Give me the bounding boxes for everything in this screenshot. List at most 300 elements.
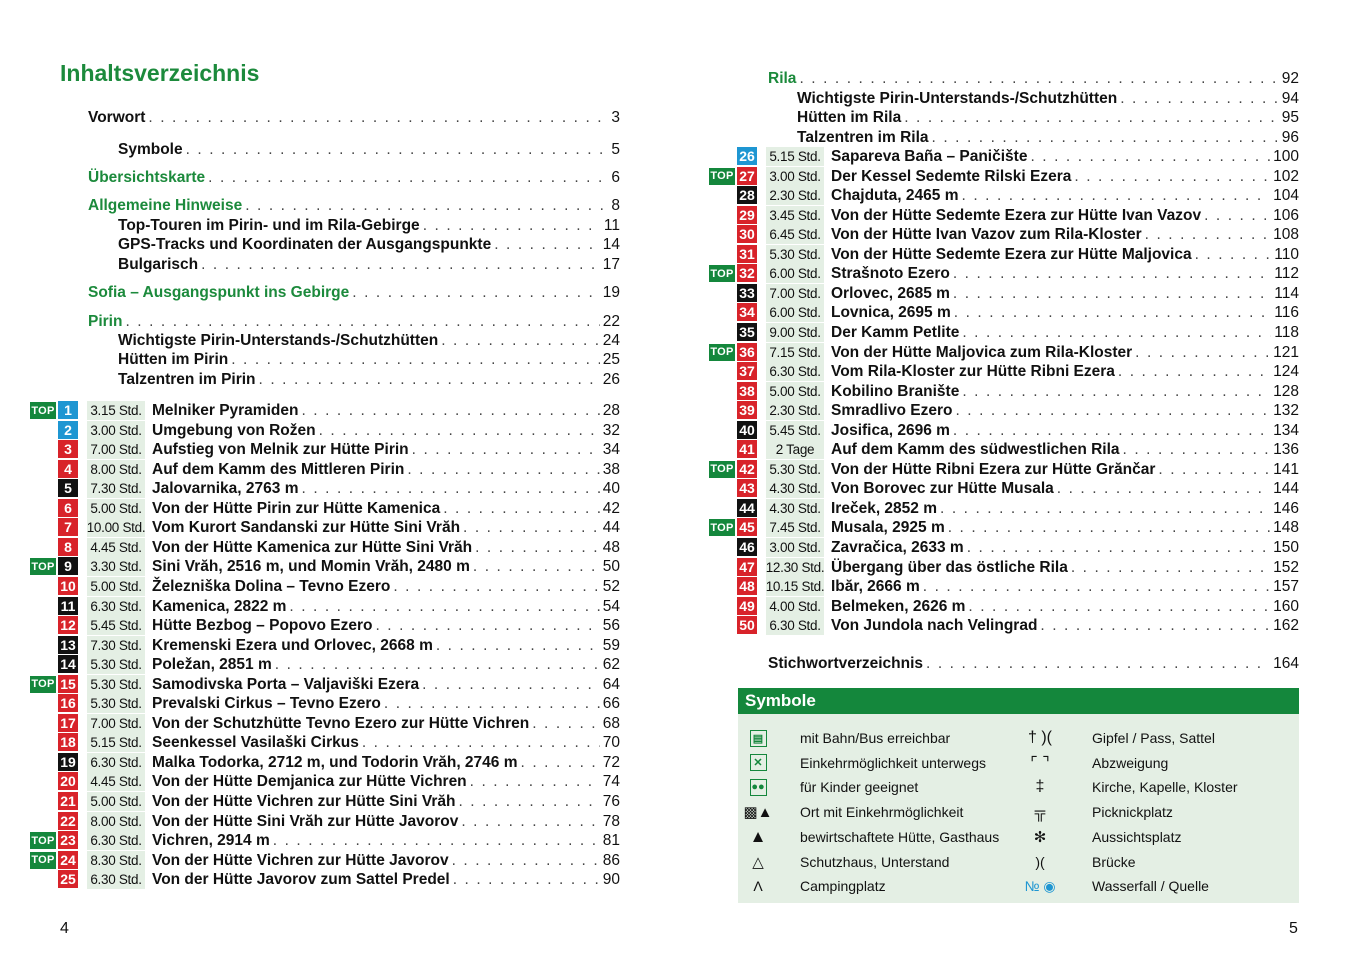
dot-leader — [953, 264, 1271, 283]
tour-number-badge: 45 — [737, 518, 757, 536]
tour-title: Von der Hütte Kamenica zur Hütte Sini Vrăh — [152, 538, 473, 556]
tour-number-badge: 46 — [737, 538, 757, 556]
section-entry[interactable] — [797, 108, 1299, 127]
symbol-description: Gipfel / Pass, Sattel — [1092, 730, 1215, 746]
dot-leader — [948, 518, 1270, 537]
tour-title-line — [831, 440, 1299, 459]
tour-page: 116 — [1274, 304, 1299, 322]
tour-entry[interactable] — [0, 597, 1359, 616]
tour-duration: 2 Tage — [766, 440, 824, 459]
section-entry-page: 92 — [1281, 70, 1299, 87]
tour-title: Von der Hütte Ivan Vazov zum Rila-Kloster — [831, 226, 1142, 244]
tour-duration: 8.30 Std. — [87, 851, 145, 870]
tour-title: Seenkessel Vasilaški Cirkus — [152, 734, 359, 752]
tour-page: 62 — [602, 656, 620, 674]
tour-number-badge: 22 — [58, 812, 78, 830]
section-entry-label: Hütten im Rila — [797, 109, 902, 126]
tour-page: 74 — [602, 773, 620, 791]
tour-title: Von Jundola nach Velingrad — [831, 617, 1038, 635]
tour-number-badge: 36 — [737, 343, 757, 361]
tour-number-badge: 25 — [58, 870, 78, 888]
tour-title-line — [831, 479, 1299, 498]
tour-number-badge: 50 — [737, 616, 757, 634]
tour-title: Von der Hütte Sini Vrăh zur Hütte Javorov — [152, 812, 459, 830]
tour-page: 86 — [602, 851, 620, 869]
symbol-description: Picknickplatz — [1092, 804, 1173, 821]
tour-title-line — [831, 225, 1299, 244]
section-entry-label: Hütten im Pirin — [118, 351, 229, 368]
tour-page: 106 — [1273, 206, 1299, 224]
tour-title: Auf dem Kamm des Mittleren Pirin — [152, 460, 405, 478]
camping-icon: Λ — [753, 878, 763, 895]
tour-page: 146 — [1273, 499, 1299, 517]
tour-title-line — [831, 245, 1299, 264]
dot-leader — [453, 870, 600, 889]
tour-duration: 4.00 Std. — [766, 597, 824, 616]
tour-entry[interactable] — [0, 245, 1359, 264]
tour-page: 104 — [1273, 187, 1299, 205]
tour-number-badge: 20 — [58, 772, 78, 790]
tour-title-line — [831, 401, 1299, 420]
dot-leader — [1040, 616, 1270, 635]
tour-page: 102 — [1273, 167, 1299, 185]
tour-page: 136 — [1273, 441, 1299, 459]
tour-number-badge: 41 — [737, 440, 757, 458]
tour-title-line — [831, 186, 1299, 205]
tour-duration: 7.00 Std. — [87, 440, 145, 459]
tour-title: Umgebung von Rožen — [152, 421, 316, 439]
shelter-icon: △ — [752, 853, 764, 871]
tour-duration: 2.30 Std. — [766, 401, 824, 420]
tour-title: Poležan, 2851 m — [152, 656, 272, 674]
tour-title: Von der Hütte Sedemte Ezera zur Hütte Maljovica — [831, 245, 1192, 263]
dot-leader — [1118, 362, 1270, 381]
tour-title: Chajduta, 2465 m — [831, 187, 959, 205]
section-entry-page: 94 — [1281, 90, 1299, 107]
section-entry[interactable] — [768, 69, 1299, 88]
tour-title-line — [831, 343, 1299, 362]
dot-leader — [932, 128, 1279, 147]
tour-title: Von Borovec zur Hütte Musala — [831, 480, 1054, 498]
tour-page: 44 — [602, 519, 620, 537]
tour-number-badge: 7 — [58, 518, 78, 536]
top-tour-badge: TOP — [709, 344, 735, 361]
tour-page: 90 — [602, 871, 620, 889]
section-entry-page: 6 — [611, 169, 620, 186]
section-entry-label: Sofia – Ausgangspunkt ins Gebirge — [88, 284, 350, 301]
tour-duration: 3.45 Std. — [766, 206, 824, 225]
tour-number-badge: 3 — [58, 440, 78, 458]
symbol-description: Aussichtsplatz — [1092, 828, 1182, 845]
tour-entry[interactable] — [0, 167, 1359, 186]
tour-title-line — [152, 675, 620, 694]
junction-icon: ⌜ ⌝ — [1030, 754, 1050, 772]
symbol-description: Ort mit Einkehrmöglichkeit — [800, 804, 964, 821]
tour-title-line — [831, 303, 1299, 322]
turnaround-icon: ✕ — [738, 753, 778, 773]
section-entry-label: Stichwortverzeichnis — [768, 655, 924, 672]
tour-duration: 9.00 Std. — [766, 323, 824, 342]
dot-leader — [1030, 147, 1270, 166]
tour-duration: 6.45 Std. — [766, 225, 824, 244]
tour-number-badge: 17 — [58, 714, 78, 732]
tour-title-line — [831, 460, 1299, 479]
section-entry-label: Talzentren im Pirin — [118, 371, 256, 388]
dot-leader — [923, 577, 1270, 596]
tour-title: Smradlivo Ezero — [831, 402, 953, 420]
section-entry[interactable] — [797, 89, 1299, 108]
tour-number-badge: 47 — [737, 558, 757, 576]
section-entry-page: 8 — [611, 197, 620, 214]
tour-title-line — [831, 538, 1299, 557]
section-entry-label: Symbole — [118, 141, 183, 158]
tour-number-badge: 5 — [58, 479, 78, 497]
tour-duration: 3.00 Std. — [766, 538, 824, 557]
tour-number-badge: 18 — [58, 733, 78, 751]
tour-entry[interactable] — [0, 538, 1359, 557]
section-entry-label: GPS-Tracks und Koordinaten der Ausgangspunkte — [118, 236, 492, 253]
tour-title-line — [831, 167, 1299, 186]
tour-page: 72 — [602, 753, 620, 771]
tour-entry[interactable] — [0, 421, 1359, 440]
tour-number-badge: 2 — [58, 421, 78, 439]
tour-duration: 12.30 Std. — [765, 559, 825, 575]
tour-entry[interactable] — [0, 284, 1359, 303]
dot-leader — [470, 772, 600, 791]
tour-duration: 5.30 Std. — [87, 675, 145, 694]
dot-leader — [954, 303, 1272, 322]
tour-title-line — [152, 851, 620, 870]
tour-number-badge: 38 — [737, 382, 757, 400]
tour-title: Von der Hütte Vichren zur Hütte Sini Vrăh — [152, 793, 456, 810]
symbol-description: Wasserfall / Quelle — [1092, 878, 1209, 895]
tour-entry[interactable] — [0, 440, 1359, 459]
dot-leader — [1135, 343, 1270, 362]
section-entry[interactable] — [88, 108, 620, 127]
tour-duration: 3.15 Std. — [87, 401, 145, 420]
tour-entry[interactable] — [0, 343, 1359, 362]
tour-page: 54 — [602, 597, 620, 615]
tour-page: 134 — [1273, 421, 1299, 439]
waterfall-spring-icon: № ◉ — [1024, 877, 1056, 894]
tour-entry[interactable] — [0, 147, 1359, 166]
top-tour-badge: TOP — [30, 558, 56, 575]
tour-number-badge: 23 — [58, 831, 78, 849]
section-entry-label: Bulgarisch — [118, 256, 199, 273]
tour-duration: 5.30 Std. — [766, 245, 824, 264]
tour-page: 144 — [1273, 480, 1299, 498]
dot-leader — [904, 108, 1279, 127]
section-entry-page: 26 — [602, 371, 620, 388]
bus-icon: ▤ — [738, 728, 778, 748]
tour-title: Josifica, 2696 m — [831, 421, 950, 439]
tour-number-badge: 13 — [58, 636, 78, 654]
section-entry-page: 11 — [603, 217, 620, 234]
tour-title: Kamenica, 2822 m — [152, 597, 287, 615]
viewpoint-icon: ✻ — [1033, 828, 1047, 846]
dot-leader — [967, 538, 1270, 557]
family-icon: ●● — [738, 777, 778, 797]
symbol-description: mit Bahn/Bus erreichbar — [800, 730, 951, 746]
tour-entry[interactable] — [0, 616, 1359, 635]
tour-duration: 6.30 Std. — [766, 362, 824, 381]
top-tour-badge: TOP — [30, 832, 56, 849]
page-number-right: 5 — [1289, 920, 1298, 937]
tour-title-line — [831, 323, 1299, 342]
section-entry-page: 24 — [602, 332, 620, 349]
tour-entry[interactable] — [0, 186, 1359, 205]
tour-title: Kobilino Branište — [831, 382, 960, 400]
tour-duration: 6.30 Std. — [87, 870, 145, 889]
tour-entry[interactable] — [0, 323, 1359, 342]
symbol-description: Abzweigung — [1092, 754, 1169, 771]
dot-leader — [275, 655, 600, 674]
tour-title-line — [831, 264, 1299, 283]
tour-entry[interactable] — [0, 206, 1359, 225]
tour-title: Von der Hütte Javorov zum Sattel Predel — [152, 871, 450, 889]
dot-leader — [1057, 479, 1270, 498]
tour-number-badge: 26 — [737, 147, 757, 165]
tour-page: 128 — [1273, 382, 1299, 400]
tour-duration: 5.00 Std. — [766, 382, 824, 401]
tour-number-badge: 42 — [737, 460, 757, 478]
tour-duration: 3.00 Std. — [87, 421, 145, 440]
tour-page: 81 — [602, 832, 620, 850]
section-entry[interactable] — [797, 128, 1299, 147]
dot-leader — [1145, 225, 1270, 244]
tour-duration: 5.30 Std. — [766, 460, 824, 479]
tour-duration: 4.45 Std. — [87, 772, 145, 791]
tour-page: 50 — [602, 558, 620, 576]
dot-leader — [962, 186, 1271, 205]
top-tour-badge: TOP — [709, 461, 735, 478]
tour-entry[interactable] — [0, 362, 1359, 381]
section-entry-page: 17 — [602, 256, 620, 273]
tour-page: 70 — [602, 734, 620, 752]
tour-page: 121 — [1273, 343, 1299, 361]
tour-title-line — [831, 382, 1299, 401]
tour-title: Von der Hütte Demjanica zur Hütte Vichren — [152, 773, 467, 791]
tour-number-badge: 48 — [737, 577, 757, 595]
tour-number-badge: 11 — [58, 597, 78, 615]
tour-duration: 10.00 Std. — [86, 520, 146, 536]
tour-number-badge: 19 — [58, 753, 78, 771]
dot-leader — [968, 597, 1270, 616]
symbol-description: Campingplatz — [800, 878, 886, 895]
dot-leader — [1158, 460, 1270, 479]
tour-number-badge: 35 — [737, 323, 757, 341]
tour-duration: 6.30 Std. — [87, 831, 145, 850]
tour-title-line — [831, 362, 1299, 381]
dot-leader — [953, 284, 1271, 303]
tour-title: Melniker Pyramiden — [152, 402, 299, 419]
dot-leader — [384, 694, 600, 713]
tour-title-line — [831, 206, 1299, 225]
tour-page: 141 — [1273, 460, 1299, 478]
top-tour-badge: TOP — [709, 519, 735, 536]
tour-entry[interactable] — [0, 636, 1359, 655]
tour-duration: 7.00 Std. — [87, 714, 145, 733]
section-entry-page: 96 — [1281, 129, 1299, 146]
tour-page: 68 — [602, 714, 620, 732]
tour-duration: 7.00 Std. — [766, 284, 824, 303]
tour-title-line — [831, 577, 1299, 596]
tour-entry[interactable] — [0, 577, 1359, 596]
dot-leader — [273, 831, 600, 850]
tour-title-line — [152, 753, 620, 772]
tour-duration: 7.15 Std. — [766, 343, 824, 362]
section-entry-label: Wichtigste Pirin-Unterstands-/Schutzhütten — [797, 90, 1118, 107]
dot-leader — [955, 401, 1270, 420]
section-entry-label: Top-Touren im Pirin- und im Rila-Gebirge — [118, 217, 420, 234]
section-entry-label: Pirin — [88, 313, 123, 330]
tour-page: 42 — [602, 499, 620, 517]
tour-number-badge: 28 — [737, 186, 757, 204]
tour-entry[interactable] — [0, 401, 1359, 420]
tour-title-line — [831, 284, 1299, 303]
section-entry-page: 164 — [1273, 655, 1299, 672]
tour-duration: 7.30 Std. — [87, 636, 145, 655]
top-tour-badge: TOP — [709, 168, 735, 185]
tour-duration: 7.30 Std. — [87, 479, 145, 498]
tour-entry[interactable] — [0, 460, 1359, 479]
tour-entry[interactable] — [0, 655, 1359, 674]
tour-duration: 8.00 Std. — [87, 812, 145, 831]
section-entry-page: 14 — [602, 236, 620, 253]
tour-number-badge: 4 — [58, 460, 78, 478]
tour-page: 110 — [1274, 245, 1299, 263]
symbol-legend-heading: Symbole — [738, 688, 1299, 714]
top-tour-badge: TOP — [709, 265, 735, 282]
tour-title-line — [152, 733, 620, 752]
tour-page: 52 — [602, 577, 620, 595]
tour-page: 157 — [1273, 578, 1299, 596]
dot-leader — [436, 636, 600, 655]
tour-number-badge: 16 — [58, 694, 78, 712]
tour-title-line — [831, 421, 1299, 440]
dot-leader — [940, 499, 1270, 518]
tour-title-line — [831, 518, 1299, 537]
tour-title: Übergang über das östliche Rila — [831, 558, 1068, 576]
top-tour-badge: TOP — [30, 676, 56, 693]
dot-leader — [148, 108, 608, 127]
dot-leader — [521, 753, 600, 772]
section-entry-label: Wichtigste Pirin-Unterstands-/Schutzhütten — [118, 332, 439, 349]
tour-title: Von der Hütte Maljovica zum Rila-Kloster — [831, 343, 1133, 361]
tour-duration: 4.45 Std. — [87, 538, 145, 557]
tour-entry[interactable] — [0, 264, 1359, 283]
tour-title: Vichren, 2914 m — [152, 832, 270, 850]
page-title: Inhaltsverzeichnis — [60, 60, 260, 86]
section-entry-label: Allgemeine Hinweise — [88, 197, 243, 214]
tour-number-badge: 14 — [58, 655, 78, 673]
tour-entry[interactable] — [0, 518, 1359, 537]
tour-page: 162 — [1273, 617, 1299, 635]
tour-number-badge: 15 — [58, 675, 78, 693]
tour-page: 124 — [1273, 363, 1299, 381]
tour-page: 108 — [1273, 226, 1299, 244]
tour-duration: 5.45 Std. — [766, 421, 824, 440]
tour-entry[interactable] — [0, 558, 1359, 577]
tour-title-line — [152, 870, 620, 889]
tour-title-line — [831, 616, 1299, 635]
tour-title: Samodivska Porta – Valjaviški Ezera — [152, 675, 420, 693]
dot-leader — [953, 421, 1270, 440]
tour-title: Lovnica, 2695 m — [831, 304, 951, 322]
village-icon: ▩▲ — [743, 804, 773, 822]
section-entry-label: Talzentren im Rila — [797, 129, 929, 146]
tour-page: 32 — [602, 421, 620, 439]
dot-leader — [422, 675, 600, 694]
tour-title-line — [152, 694, 620, 713]
section-entry-page: 5 — [611, 141, 620, 158]
tour-page: 59 — [602, 636, 620, 654]
tour-duration: 8.00 Std. — [87, 460, 145, 479]
tour-title: Von der Schutzhütte Tevno Ezero zur Hütte Vichren — [152, 714, 530, 732]
tour-duration: 4.30 Std. — [766, 499, 824, 518]
tour-duration: 5.00 Std. — [87, 499, 145, 518]
tour-page: 34 — [602, 441, 620, 459]
tour-number-badge: 8 — [58, 538, 78, 556]
tour-number-badge: 6 — [58, 499, 78, 517]
dot-leader — [452, 851, 600, 870]
tour-duration: 5.30 Std. — [87, 694, 145, 713]
tour-title: Von der Hütte Sedemte Ezera zur Hütte Ivan Vazov — [831, 206, 1202, 224]
tour-duration: 6.00 Std. — [766, 303, 824, 322]
dot-leader — [1123, 440, 1271, 459]
tour-title: Von der Hütte Ribni Ezera zur Hütte Grănčar — [831, 460, 1156, 478]
tour-page: 160 — [1273, 597, 1299, 615]
symbol-description: Schutzhaus, Unterstand — [800, 853, 950, 870]
tour-title: Von der Hütte Pirin zur Hütte Kamenica — [152, 499, 441, 517]
tour-title: Der Kamm Petlite — [831, 323, 960, 341]
tour-title: Ibăr, 2666 m — [831, 578, 920, 596]
dot-leader — [799, 69, 1278, 88]
tour-entry[interactable] — [0, 225, 1359, 244]
tour-title-line — [831, 558, 1299, 577]
tour-entry[interactable] — [0, 382, 1359, 401]
tour-title-line — [152, 636, 620, 655]
tour-entry[interactable] — [0, 303, 1359, 322]
tour-number-badge: 49 — [737, 597, 757, 615]
tour-title-line — [831, 597, 1299, 616]
tour-page: 152 — [1273, 558, 1299, 576]
section-entry-page: 25 — [602, 351, 620, 368]
symbol-legend — [738, 688, 1299, 903]
tour-title: Aufstieg von Melnik zur Hütte Pirin — [152, 441, 409, 459]
tour-title: Jalovarnika, 2763 m — [152, 480, 299, 498]
tour-title: Von der Hütte Vichren zur Hütte Javorov — [152, 851, 449, 869]
tour-page: 56 — [602, 617, 620, 635]
tour-number-badge: 30 — [737, 225, 757, 243]
tour-number-badge: 40 — [737, 421, 757, 439]
tour-title: Belmeken, 2626 m — [831, 597, 966, 615]
symbol-description: bewirtschaftete Hütte, Gasthaus — [800, 828, 1000, 845]
tour-page: 150 — [1273, 539, 1299, 556]
tour-duration: 6.30 Std. — [87, 597, 145, 616]
tour-page: 66 — [602, 695, 620, 713]
tour-entry[interactable] — [0, 479, 1359, 498]
section-entry-page: 22 — [602, 313, 620, 330]
tour-page: 64 — [602, 675, 620, 693]
section-entry-page: 95 — [1281, 109, 1299, 126]
tour-number-badge: 12 — [58, 616, 78, 634]
picnic-icon: ╦ — [1034, 803, 1046, 821]
summit-pass-icon: † )( — [1028, 729, 1052, 746]
tour-page: 40 — [602, 480, 620, 498]
tour-title: Sapareva Baña – Paničište — [831, 148, 1028, 165]
tour-entry[interactable] — [0, 499, 1359, 518]
